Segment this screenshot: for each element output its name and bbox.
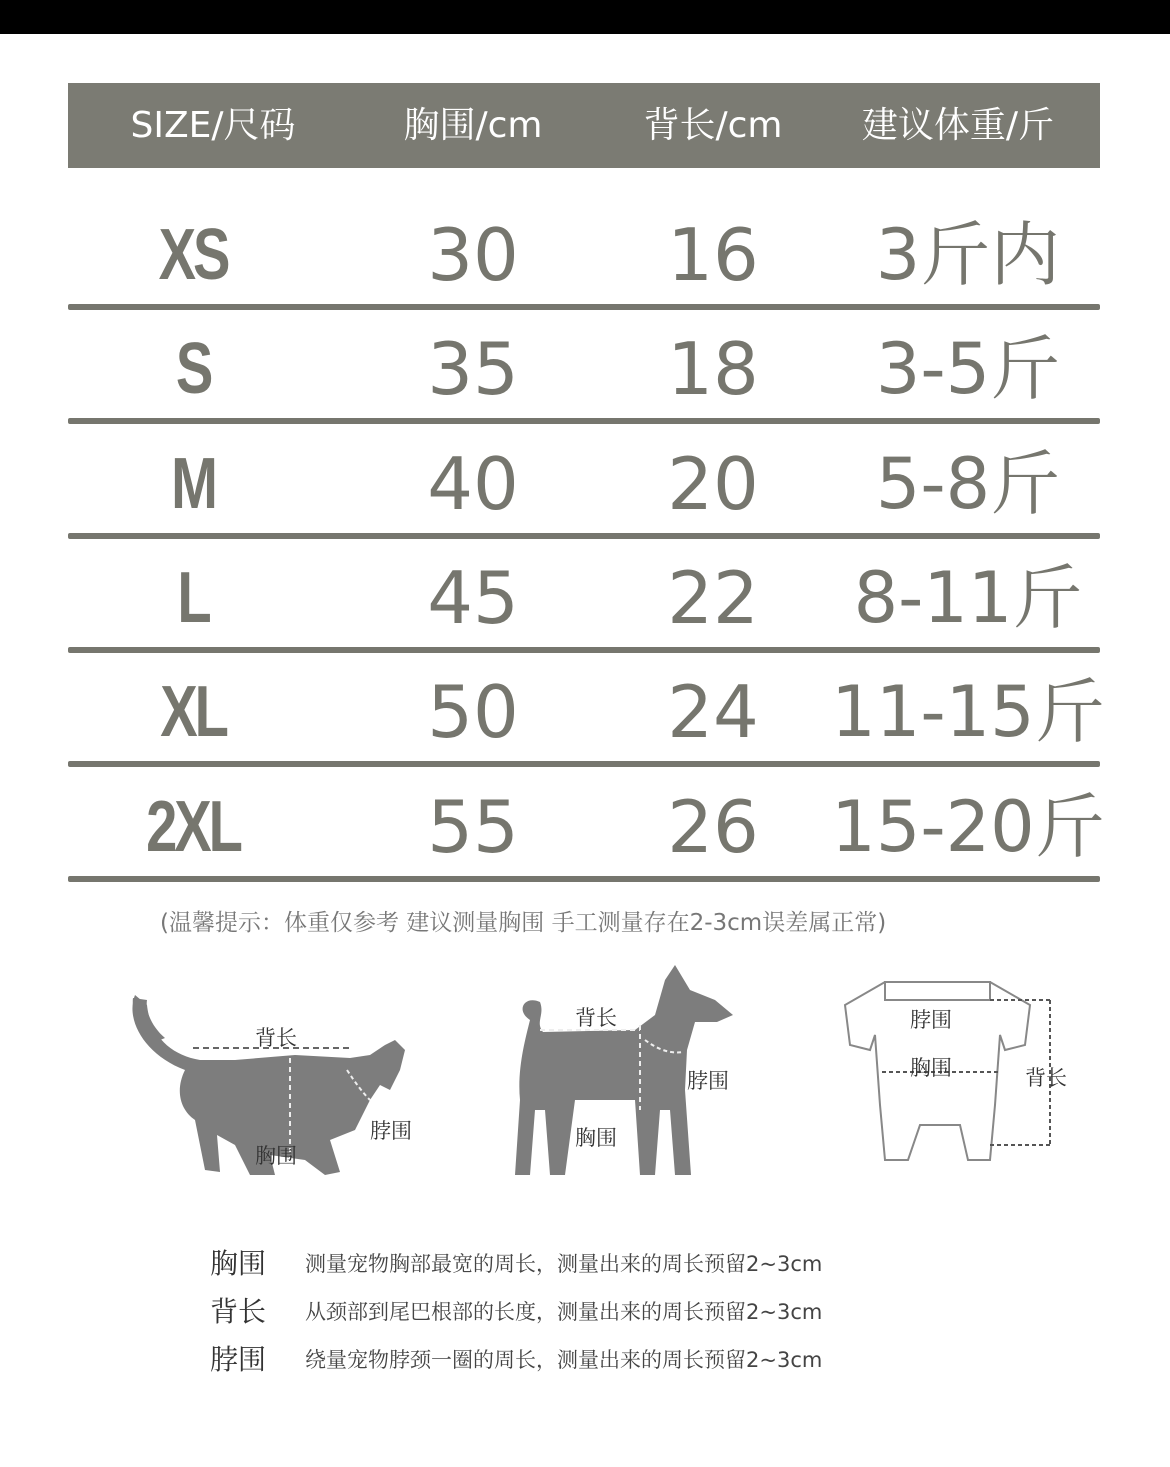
size-cell: S [175, 329, 211, 409]
garment-neck-label: 脖围 [910, 1008, 952, 1032]
size-table-header [68, 83, 1100, 168]
table-row [68, 768, 1105, 882]
header-size: SIZE/尺码 [130, 105, 296, 146]
garment-back-label: 背长 [1025, 1066, 1067, 1090]
list-item [210, 1288, 1010, 1336]
legend-description: 从颈部到尾巴根部的长度，测量出来的周长预留2~3cm [305, 1300, 823, 1324]
weight-cell: 5-8斤 [875, 443, 1061, 525]
weight-cell: 11-15斤 [831, 671, 1105, 753]
dog-back-label: 背长 [575, 1006, 617, 1030]
cat-chest-label: 胸围 [255, 1144, 297, 1168]
top-black-bar [0, 0, 1170, 34]
chest-cell: 55 [427, 785, 519, 869]
chest-cell: 30 [427, 213, 519, 297]
garment-chest-label: 胸围 [910, 1056, 952, 1080]
weight-cell: 3斤内 [875, 214, 1061, 296]
cat-neck-label: 脖围 [370, 1119, 412, 1143]
back-cell: 20 [667, 442, 759, 526]
legend-term: 胸围 [210, 1247, 267, 1280]
chest-cell: 35 [427, 327, 519, 411]
list-item [210, 1336, 1010, 1384]
back-cell: 22 [667, 556, 759, 640]
dog-neck-label: 脖围 [687, 1069, 729, 1093]
weight-cell: 8-11斤 [853, 557, 1083, 639]
back-cell: 16 [667, 213, 759, 297]
cat-measurement-figure [125, 960, 445, 1190]
row-divider [68, 876, 1100, 882]
header-chest: 胸围/cm [403, 105, 543, 146]
chest-cell: 40 [427, 442, 519, 526]
legend-term: 背长 [210, 1295, 267, 1328]
size-cell: 2XL [146, 787, 240, 867]
table-row [68, 653, 1105, 767]
back-cell: 18 [667, 327, 759, 411]
garment-measurement-figure [830, 960, 1090, 1190]
size-cell: L [177, 558, 209, 638]
back-cell: 24 [667, 670, 759, 754]
measurement-legend [210, 1240, 1010, 1384]
list-item [210, 1240, 1010, 1288]
header-back-length: 背长/cm [643, 105, 783, 146]
table-row [68, 539, 1100, 653]
row-divider [68, 761, 1100, 767]
size-cell: XS [158, 215, 228, 295]
header-weight: 建议体重/斤 [861, 105, 1055, 146]
size-cell: XL [160, 672, 226, 752]
row-divider [68, 418, 1100, 424]
measurement-tip: (温馨提示：体重仅参考 建议测量胸围 手工测量存在2-3cm误差属正常) [160, 910, 887, 936]
dog-measurement-figure [505, 960, 765, 1190]
table-row [68, 425, 1100, 539]
table-row [68, 196, 1100, 310]
legend-term: 脖围 [210, 1343, 267, 1376]
chest-cell: 50 [427, 670, 519, 754]
dog-chest-label: 胸围 [575, 1126, 617, 1150]
cat-back-label: 背长 [255, 1026, 297, 1050]
weight-cell: 15-20斤 [831, 786, 1105, 868]
back-cell: 26 [667, 785, 759, 869]
legend-description: 测量宠物胸部最宽的周长，测量出来的周长预留2~3cm [305, 1252, 823, 1276]
chest-cell: 45 [427, 556, 519, 640]
size-cell: M [171, 444, 215, 524]
weight-cell: 3-5斤 [875, 328, 1061, 410]
table-row [68, 310, 1100, 424]
legend-description: 绕量宠物脖颈一圈的周长，测量出来的周长预留2~3cm [305, 1348, 823, 1372]
